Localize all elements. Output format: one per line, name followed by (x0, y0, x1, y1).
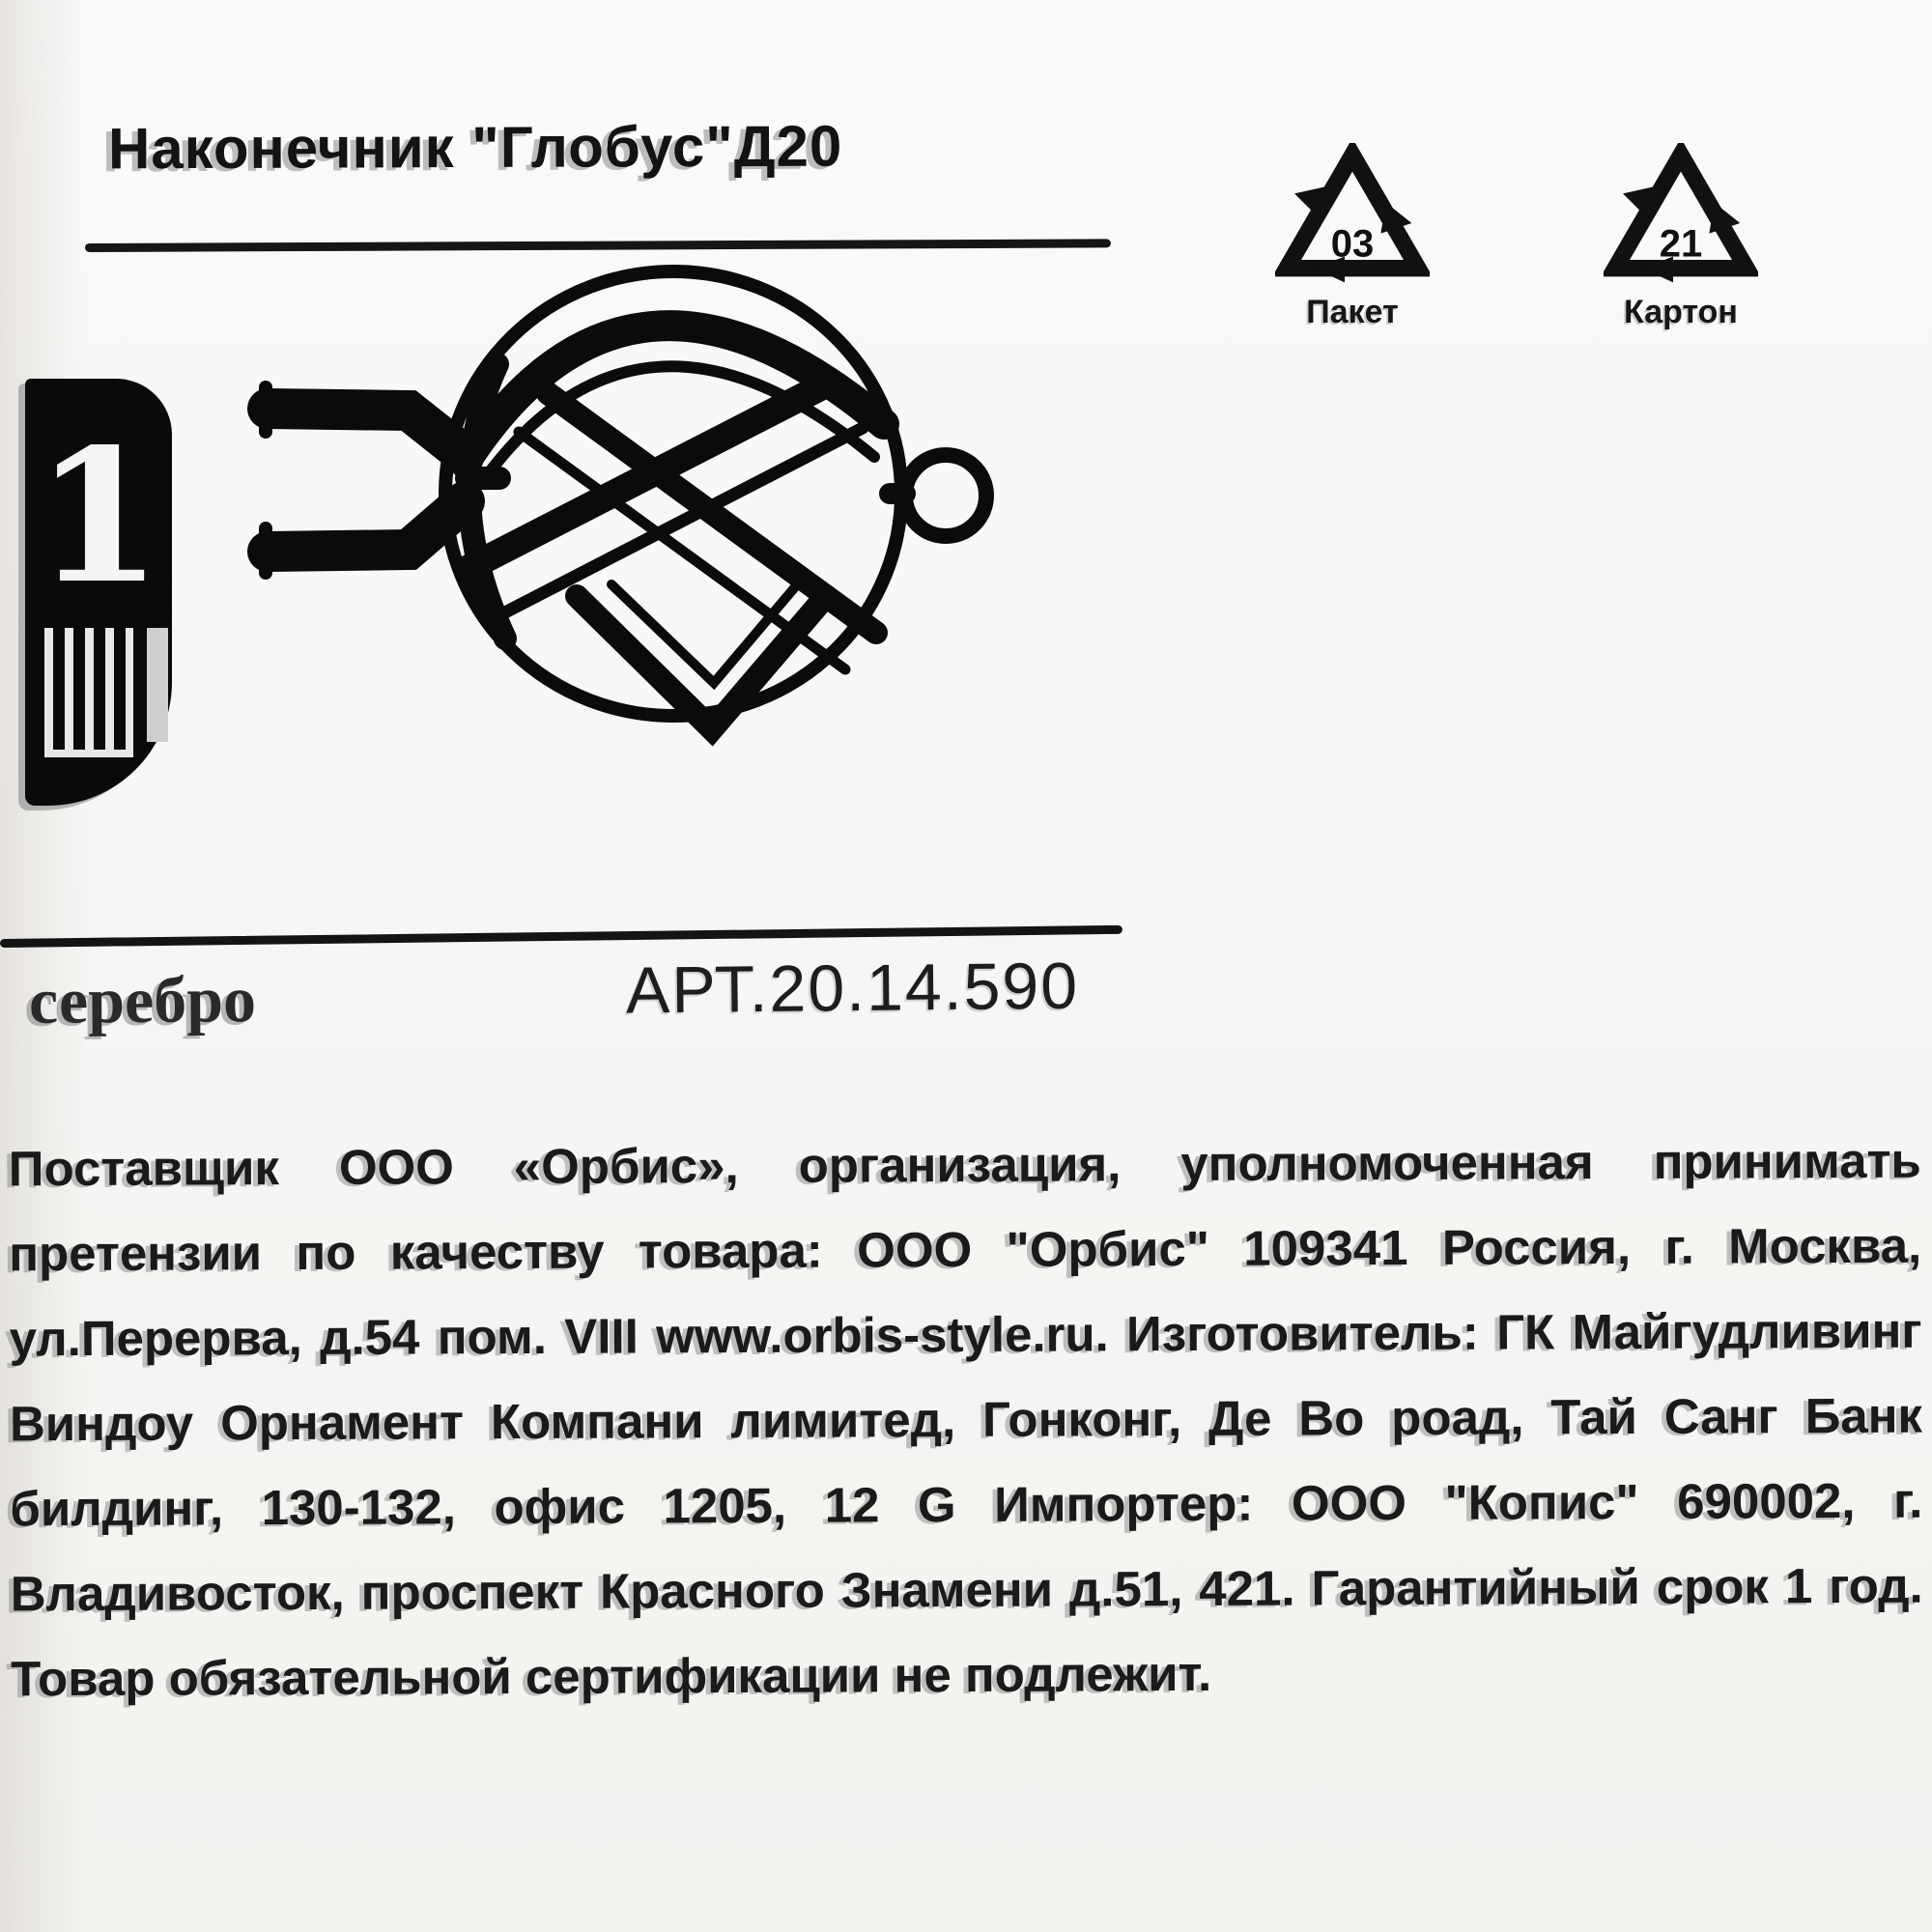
stripe-bar (147, 628, 168, 742)
description-text (9, 1119, 1924, 1722)
description-line: Поставщик ООО «Орбис», организация, уполномоченная принимать (8, 1132, 1921, 1197)
recycling-symbol-cardboard (1589, 143, 1773, 331)
description-line: претензии по качеству товара: ООО "Орбис" 109341 Россия, г. Москва, (9, 1217, 1922, 1282)
description-line: Владивосток, проспект Красного Знамени д.51, 421. Гарантийный срок 1 год. (10, 1557, 1923, 1622)
recycle-triangle-icon (1604, 143, 1758, 288)
section-divider (0, 925, 1122, 948)
article-number: АРТ.20.14.590 (625, 949, 1080, 1028)
page-title: Наконечник "Глобус"Д20 (107, 113, 843, 182)
finial-product-illustration (208, 246, 1019, 758)
recycle-material-label: Пакет (1306, 294, 1399, 330)
barcode-stripes-icon (44, 628, 168, 757)
description-line: Виндоу Орнамент Компани лимитед, Гонконг, Де Во роад, Тай Санг Банк (9, 1387, 1923, 1452)
recycle-code: 21 (1659, 222, 1703, 266)
recycle-triangle-icon (1275, 143, 1430, 288)
description-line: билдинг, 130-132, офис 1205, 12 G Импортер: ООО "Копис" 690002, г. (10, 1472, 1923, 1537)
color-name: серебро (28, 962, 257, 1037)
package-quantity-badge (25, 379, 172, 806)
recycle-code: 03 (1330, 222, 1375, 266)
quantity-number: 1 (34, 409, 163, 624)
description-line: Товар обязательной сертификации не подлежит. (11, 1645, 1212, 1707)
recycle-material-label: Картон (1624, 294, 1738, 330)
stripes-block (44, 628, 133, 757)
recycling-symbol-plastic (1261, 143, 1444, 331)
description-line: ул.Перерва, д.54 пом. VIII www.orbis-style.ru. Изготовитель: ГК Майгудливинг (9, 1302, 1922, 1367)
